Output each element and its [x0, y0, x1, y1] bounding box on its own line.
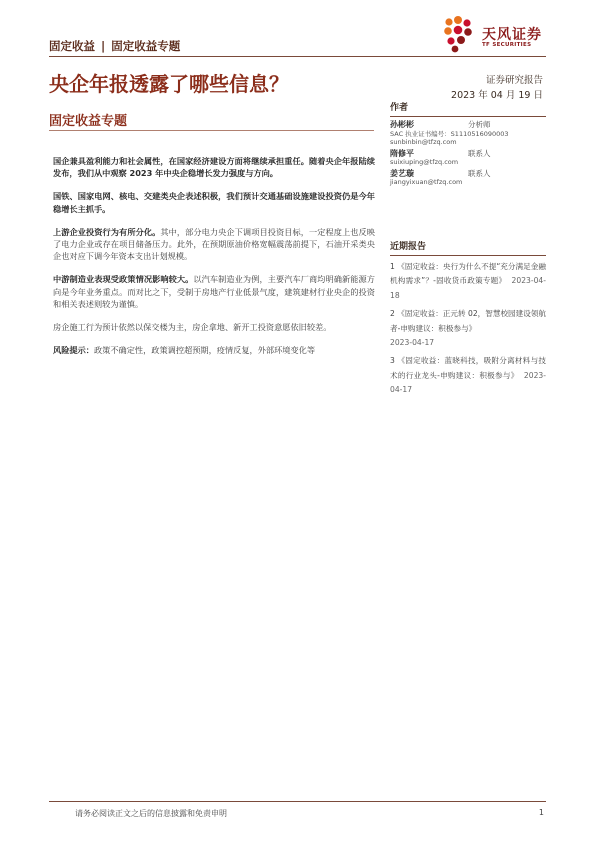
author-role: 联系人 [468, 168, 491, 178]
risk-warning [53, 344, 375, 356]
author-name: 隋修平 [390, 148, 414, 158]
paragraph-text: 以汽车制造业为例，主要汽车厂商均明确新能源方向是今年业务重点。而对比之下，受制于房地产行业低景气度，建筑建材行业央企的投资和相关表述则较为谨慎。 [53, 274, 375, 309]
recent-reports-list [390, 260, 546, 398]
logo-name-en: TF SECURITIES [482, 42, 532, 48]
recent-report-item[interactable] [390, 354, 546, 397]
recent-report-title[interactable]: 3 《固定收益：蓝晓科技，吸附分离材料与技术的行业龙头-申购建议：积极参与》 [390, 356, 546, 380]
report-type: 证券研究报告 [485, 75, 543, 86]
report-summary [53, 155, 375, 367]
risk-text: 政策不确定性，政策调控超预期，疫情反复，外部环境变化等 [93, 345, 316, 356]
author-card [390, 121, 546, 147]
report-subtitle: 固定收益专题 [49, 114, 128, 129]
author-name: 姜艺璇 [390, 168, 414, 178]
author-card [390, 170, 546, 187]
author-name: 孙彬彬 [390, 120, 414, 129]
recent-report-title[interactable]: 2 《固定收益：正元转 02，智慧校园建设领航者-申购建议：积极参与》 [390, 309, 547, 333]
paragraph-text: 其中，部分电力央企下调项目投资目标，一定程度上也反映了电力企业或存在项目储备压力。此外，在预期原油价格宽幅震荡前提下，石油开采类央企也对应下调今年资本支出计划规模。 [53, 226, 375, 262]
risk-label: 风险提示： [53, 345, 94, 356]
breadcrumb-category[interactable]: 固定收益 [49, 39, 95, 53]
logo-name-cn: 天风证券 [482, 27, 542, 43]
recent-report-date: 2023-04-17 [390, 338, 435, 348]
recent-reports-panel [390, 239, 546, 402]
recent-report-item[interactable] [390, 260, 546, 303]
authors-heading: 作者 [390, 100, 546, 117]
breadcrumb-subcategory[interactable]: 固定收益专题 [111, 39, 181, 53]
author-role: 分析师 [468, 120, 491, 129]
page-title: 央企年报透露了哪些信息？ [49, 72, 289, 96]
summary-paragraph [53, 321, 375, 333]
paragraph-text: 房企施工行为预计依然以保交楼为主，房企拿地、新开工投资意愿依旧较差。 [53, 322, 332, 333]
summary-paragraph [53, 190, 375, 214]
author-email[interactable]: jiangyixuan@tfzq.com [390, 178, 463, 186]
subtitle-divider [49, 130, 374, 131]
paragraph-lead: 上游企业投资行为有所分化。 [53, 226, 161, 237]
breadcrumb-separator: | [101, 39, 106, 53]
summary-paragraph [53, 155, 375, 179]
author-email[interactable]: sunbinbin@tfzq.com [390, 138, 457, 146]
breadcrumb [49, 38, 180, 54]
paragraph-lead: 国铁、国家电网、核电、交建类央企表述积极，我们预计交通基础设施建设投资仍是今年稳增长主抓手。 [53, 191, 375, 214]
footer-divider [49, 801, 546, 802]
header-divider [49, 56, 546, 57]
authors-panel [390, 100, 546, 190]
author-cert: SAC 执业证书编号：S1110516090003 [390, 129, 509, 138]
recent-reports-heading: 近期报告 [390, 239, 546, 256]
recent-report-item[interactable] [390, 307, 546, 350]
report-date: 2023 年 04 月 19 日 [451, 90, 543, 101]
author-email[interactable]: suixiuping@tfzq.com [390, 158, 459, 166]
footer-disclaimer[interactable]: 请务必阅读正文之后的信息披露和免责申明 [75, 809, 227, 818]
recent-report-date: 2023-04-18 [390, 276, 546, 300]
summary-paragraph [53, 226, 375, 263]
recent-report-title[interactable]: 1 《固定收益：央行为什么不提“充分满足金融机构需求”？-固收货币政策专题》 [390, 262, 546, 286]
author-card [390, 150, 546, 167]
page-number: 1 [538, 808, 544, 817]
summary-paragraph [53, 273, 375, 310]
recent-report-date: 2023-04-17 [390, 370, 546, 395]
paragraph-lead: 国企兼具盈利能力和社会属性，在国家经济建设方面将继续承担重任。随着央企年报陆续发布，我们从中观察 2023 年中央企稳增长发力强度与方向。 [53, 156, 375, 179]
author-role: 联系人 [468, 148, 491, 158]
paragraph-lead: 中游制造业表现受政策情况影响较大。 [53, 274, 194, 285]
